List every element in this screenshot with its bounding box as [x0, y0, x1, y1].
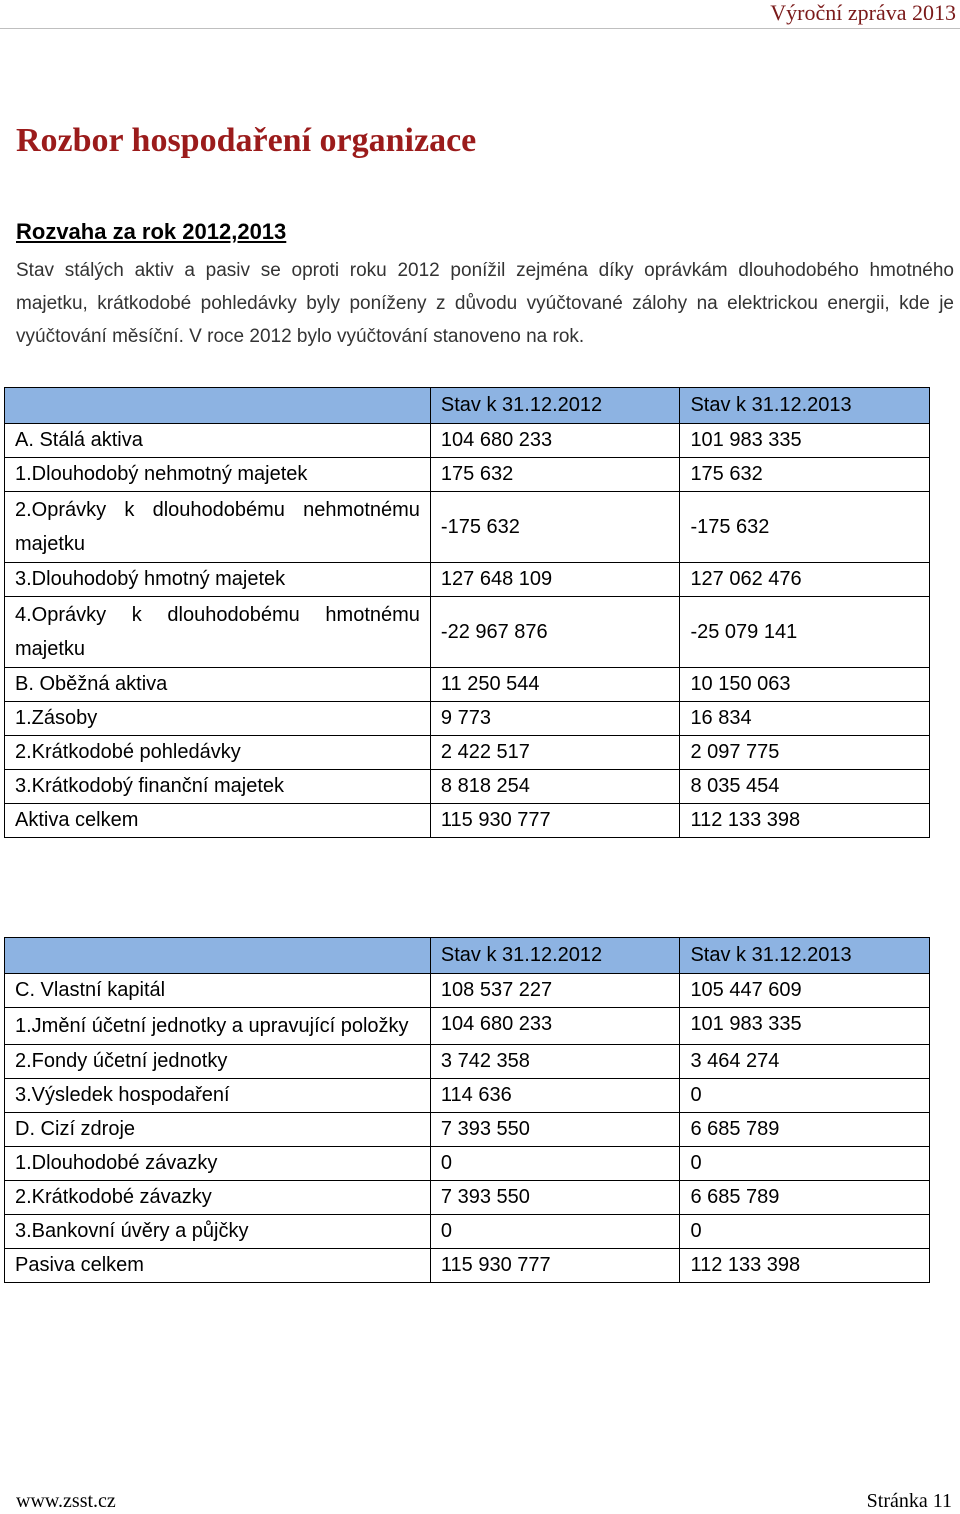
row-label: 2.Krátkodobé závazky [5, 1181, 431, 1215]
value-2013: 112 133 398 [680, 804, 930, 838]
value-2013: 8 035 454 [680, 770, 930, 804]
table-row [5, 1113, 930, 1147]
value-2012: 127 648 109 [430, 563, 680, 597]
table-row [5, 1181, 930, 1215]
value-2013: 175 632 [680, 458, 930, 492]
row-label: 2.Fondy účetní jednotky [5, 1045, 431, 1079]
value-2013: 2 097 775 [680, 736, 930, 770]
table-row [5, 1045, 930, 1079]
value-2013: 0 [680, 1215, 930, 1249]
header-cell: Stav k 31.12.2013 [680, 938, 930, 974]
value-2012: 7 393 550 [430, 1113, 680, 1147]
row-label: 4.Oprávky k dlouhodobému hmotnému majetku [5, 597, 431, 668]
table-row [5, 770, 930, 804]
value-2012: 104 680 233 [430, 424, 680, 458]
header-cell: Stav k 31.12.2013 [680, 388, 930, 424]
value-2012: 7 393 550 [430, 1181, 680, 1215]
table-total-row [5, 804, 930, 838]
footer-page-number: Stránka 11 [866, 1490, 952, 1512]
value-2012: 2 422 517 [430, 736, 680, 770]
assets-table [4, 387, 930, 838]
row-label: D. Cizí zdroje [5, 1113, 431, 1147]
value-2013: 127 062 476 [680, 563, 930, 597]
value-2013: 0 [680, 1079, 930, 1113]
value-2012: 3 742 358 [430, 1045, 680, 1079]
value-2012: 104 680 233 [430, 1008, 680, 1045]
value-2012: 11 250 544 [430, 668, 680, 702]
value-2013: 3 464 274 [680, 1045, 930, 1079]
row-label: 1.Dlouhodobý nehmotný majetek [5, 458, 431, 492]
value-2012: 115 930 777 [430, 804, 680, 838]
table-row [5, 1079, 930, 1113]
header-cell [5, 938, 431, 974]
value-2012: 8 818 254 [430, 770, 680, 804]
table-row [5, 492, 930, 563]
value-2013: 6 685 789 [680, 1181, 930, 1215]
table-row [5, 597, 930, 668]
row-label: 3.Dlouhodobý hmotný majetek [5, 563, 431, 597]
liabilities-table [4, 937, 930, 1283]
value-2013: 10 150 063 [680, 668, 930, 702]
row-label: Pasiva celkem [5, 1249, 431, 1283]
table-row [5, 1215, 930, 1249]
header-divider [0, 28, 960, 29]
table-header-row [5, 938, 930, 974]
row-label: 3.Krátkodobý finanční majetek [5, 770, 431, 804]
value-2012: 175 632 [430, 458, 680, 492]
row-label: 1.Jmění účetní jednotky a upravující položky [5, 1008, 431, 1045]
row-label: 1.Dlouhodobé závazky [5, 1147, 431, 1181]
value-2012: -175 632 [430, 492, 680, 563]
row-label: 3.Bankovní úvěry a půjčky [5, 1215, 431, 1249]
value-2013: 105 447 609 [680, 974, 930, 1008]
row-label: B. Oběžná aktiva [5, 668, 431, 702]
row-label: A. Stálá aktiva [5, 424, 431, 458]
table-row [5, 736, 930, 770]
table-row [5, 1008, 930, 1045]
value-2013: -25 079 141 [680, 597, 930, 668]
header-cell [5, 388, 431, 424]
table-row [5, 668, 930, 702]
footer-website: www.zsst.cz [16, 1490, 116, 1512]
table-row [5, 458, 930, 492]
table-row [5, 1147, 930, 1181]
row-label: 2.Krátkodobé pohledávky [5, 736, 431, 770]
row-label: C. Vlastní kapitál [5, 974, 431, 1008]
value-2012: 108 537 227 [430, 974, 680, 1008]
table-total-row [5, 1249, 930, 1283]
value-2013: 0 [680, 1147, 930, 1181]
row-label: 1.Zásoby [5, 702, 431, 736]
value-2013: 16 834 [680, 702, 930, 736]
row-label: 3.Výsledek hospodaření [5, 1079, 431, 1113]
value-2013: 112 133 398 [680, 1249, 930, 1283]
value-2012: 0 [430, 1147, 680, 1181]
value-2012: 114 636 [430, 1079, 680, 1113]
section-heading: Rozvaha za rok 2012,2013 [16, 219, 287, 244]
value-2012: -22 967 876 [430, 597, 680, 668]
table-row [5, 974, 930, 1008]
value-2013: 101 983 335 [680, 424, 930, 458]
document-header-title: Výroční zpráva 2013 [770, 0, 956, 25]
row-label: 2.Oprávky k dlouhodobému nehmotnému majetku [5, 492, 431, 563]
table-header-row [5, 388, 930, 424]
value-2013: -175 632 [680, 492, 930, 563]
table-row [5, 702, 930, 736]
intro-paragraph: Stav stálých aktiv a pasiv se oproti roku 2012 ponížil zejména díky oprávkám dlouhodobého hmotného majetku, krátkodobé pohledávky byly poníženy z důvodu vyúčtované zálohy na elektrickou energii, kde je vyúčtování měsíční. V roce 2012 bylo vyúčtování stanoveno na rok. [16, 260, 954, 347]
value-2012: 0 [430, 1215, 680, 1249]
table-row [5, 424, 930, 458]
table-row [5, 563, 930, 597]
value-2013: 6 685 789 [680, 1113, 930, 1147]
header-cell: Stav k 31.12.2012 [430, 388, 680, 424]
value-2012: 9 773 [430, 702, 680, 736]
row-label: Aktiva celkem [5, 804, 431, 838]
header-cell: Stav k 31.12.2012 [430, 938, 680, 974]
value-2013: 101 983 335 [680, 1008, 930, 1045]
value-2012: 115 930 777 [430, 1249, 680, 1283]
page-title: Rozbor hospodaření organizace [16, 122, 477, 159]
